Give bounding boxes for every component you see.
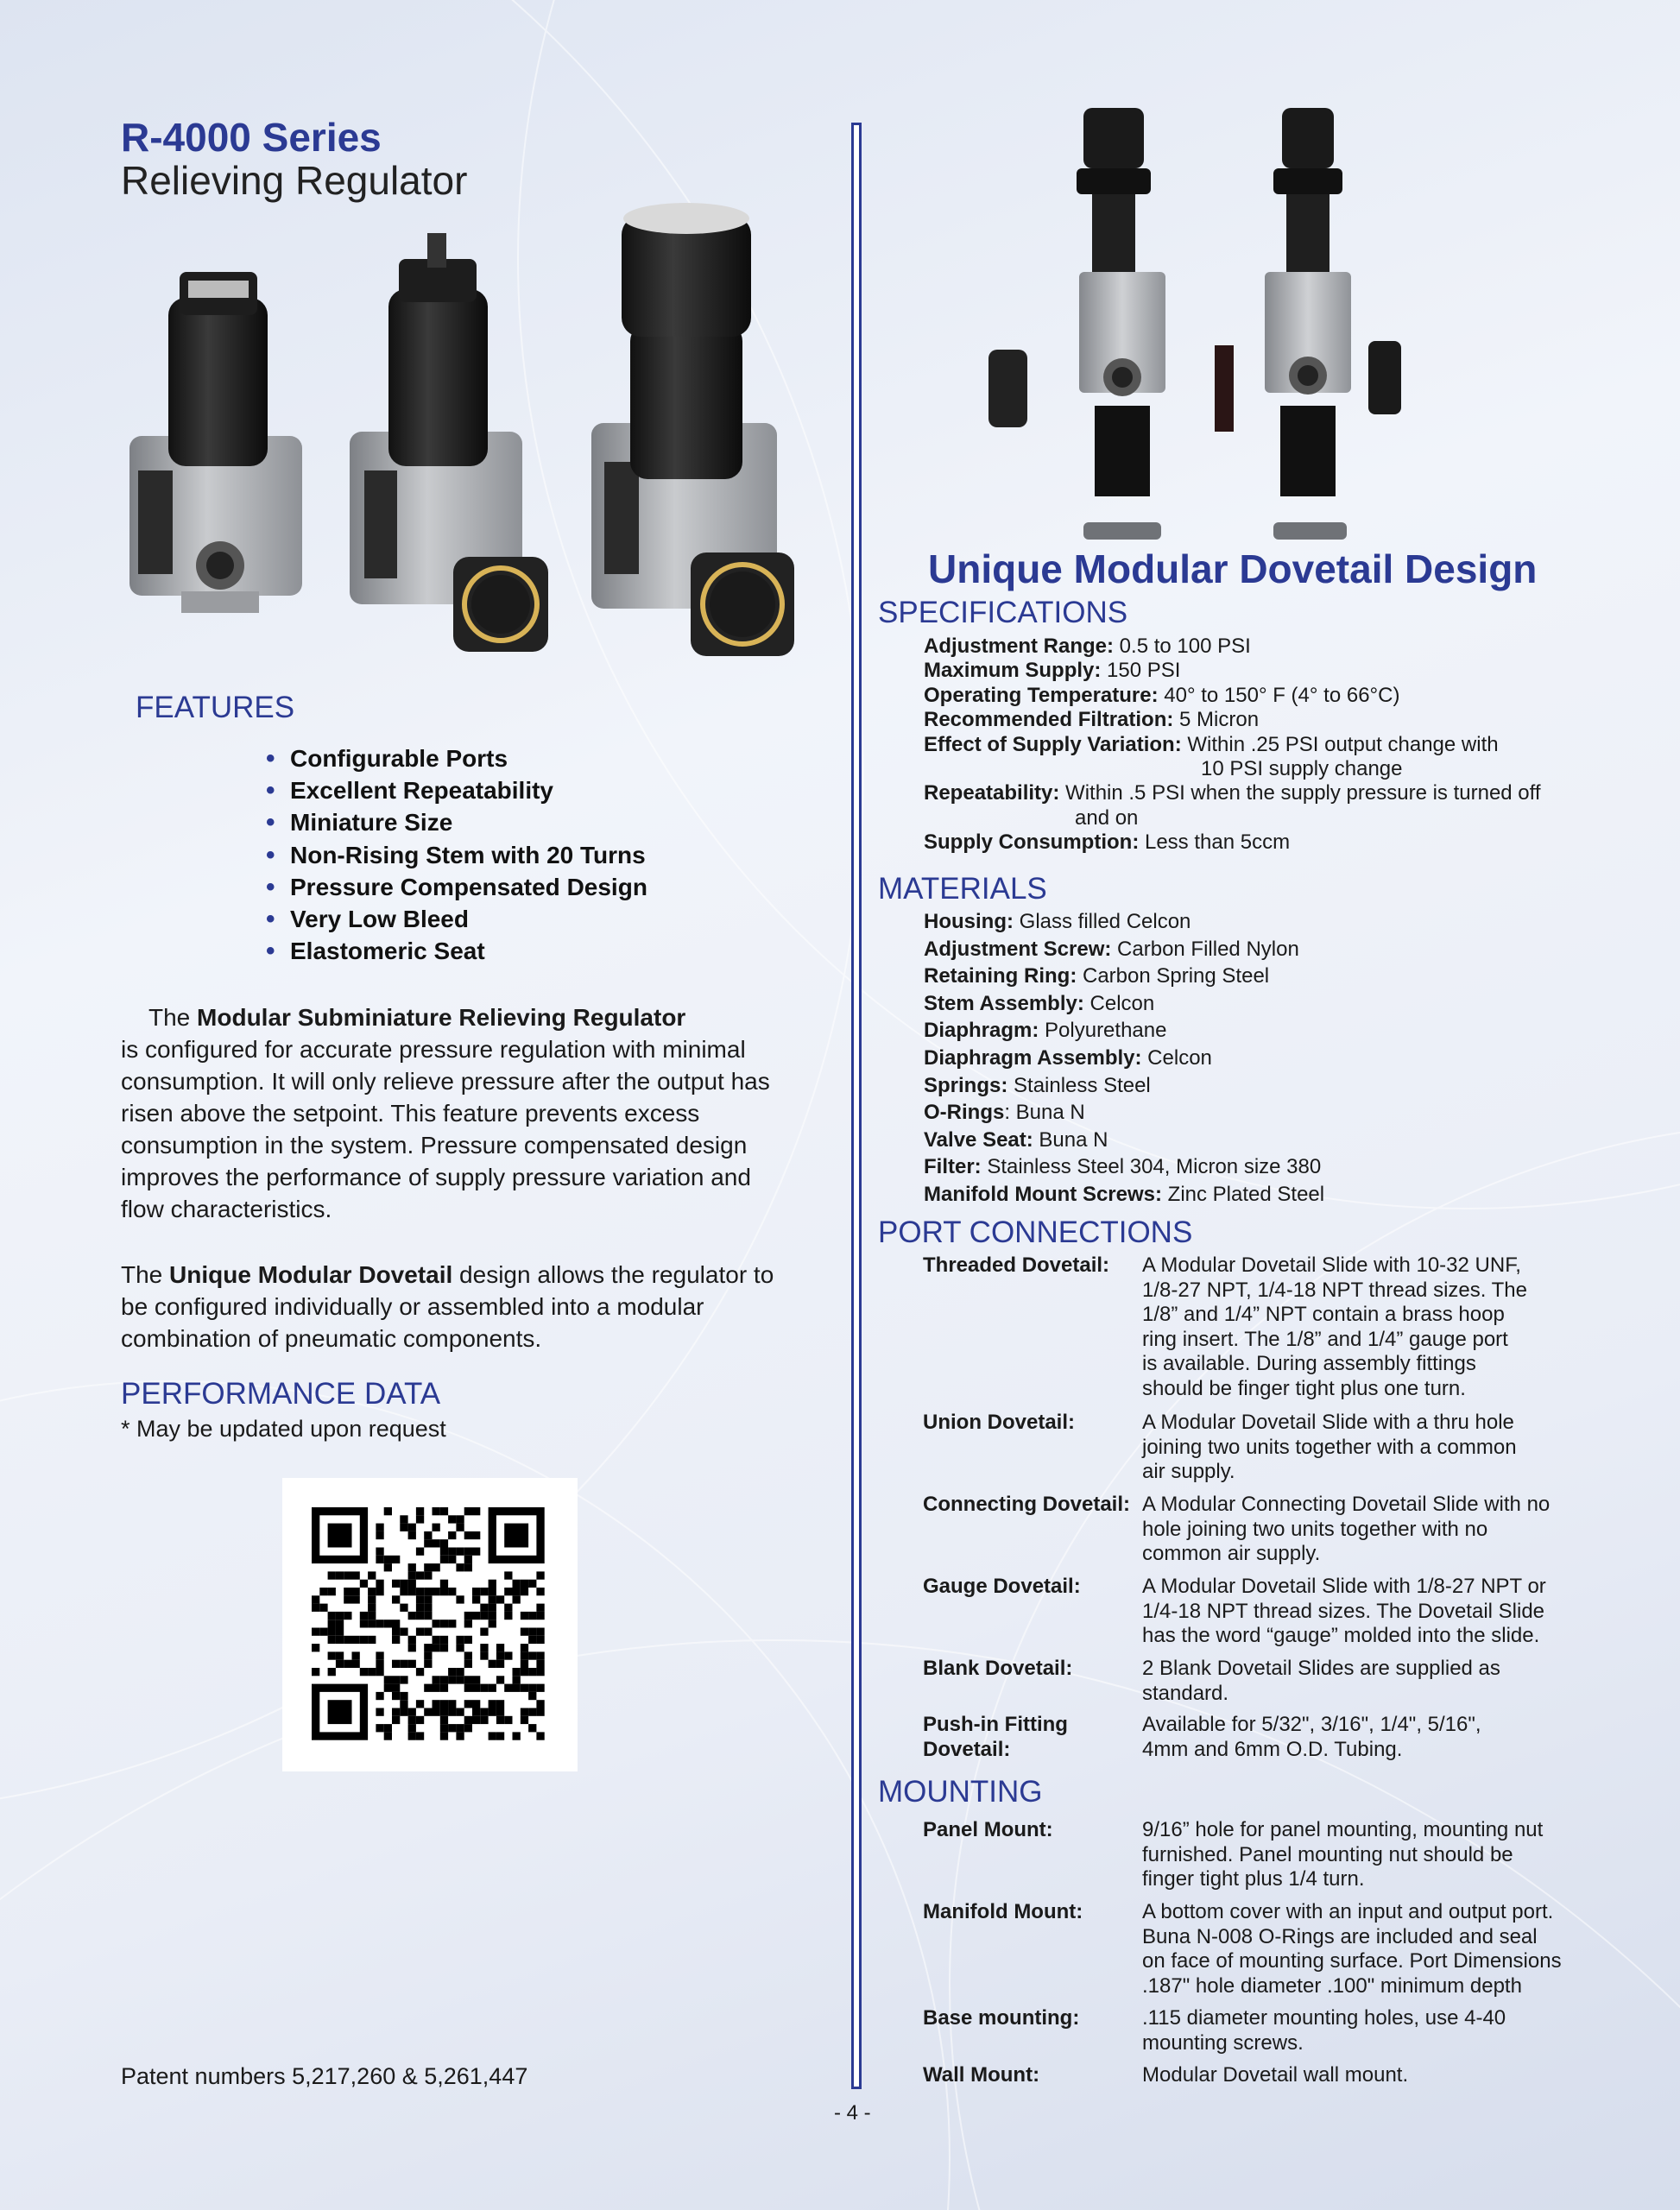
spec-row: Repeatability: Within .5 PSI when the supply pressure is turned off [924,781,1541,805]
bullet-icon: • [266,937,275,966]
port-row-label: Dovetail: [923,1737,1011,1761]
port-row-label: Blank Dovetail: [923,1657,1073,1680]
mounting-row-text: mounting screws. [1142,2030,1304,2055]
bullet-icon: • [266,744,275,773]
material-row: Retaining Ring: Carbon Spring Steel [924,964,1270,988]
port-row-text: is available. During assembly fittings [1142,1352,1476,1375]
dovetail-paragraph: The Unique Modular Dovetail design allows the regulator to be configured individually or assembled into a modular combination of pneumatic components. [121,1261,774,1352]
port-row-text: A Modular Dovetail Slide with 10-32 UNF, [1142,1253,1521,1277]
port-row-label: Union Dovetail: [923,1411,1076,1434]
features-list [266,742,647,967]
mounting-row-text: furnished. Panel mounting nut should be [1142,1842,1513,1866]
series-title: R-4000 Series [121,115,382,160]
material-row: Valve Seat: Buna N [924,1127,1108,1152]
mounting-row-label: Manifold Mount: [923,1900,1083,1923]
qr-code[interactable] [282,1478,578,1771]
port-row-text: A Modular Dovetail Slide with 1/8-27 NPT or [1142,1575,1546,1598]
mounting-row-label: Wall Mount: [923,2063,1040,2087]
port-row-text: should be finger tight plus one turn. [1142,1376,1466,1400]
specifications-heading: SPECIFICATIONS [878,596,1128,629]
materials-heading: MATERIALS [878,872,1047,906]
mounting-row-text: on face of mounting surface. Port Dimensions [1142,1949,1562,1973]
performance-heading: PERFORMANCE DATA [121,1377,441,1411]
feature-item: • Pressure Compensated Design [266,871,647,903]
port-row-label: Threaded Dovetail: [923,1253,1110,1277]
material-row: Housing: Glass filled Celcon [924,910,1191,933]
product-photo-dovetail-assembly [980,108,1420,557]
feature-item: • Excellent Repeatability [266,774,647,806]
column-divider [851,123,862,2089]
features-heading: FEATURES [136,691,295,724]
feature-item: • Elastomeric Seat [266,935,647,967]
mounting-row-text: .187" hole diameter .100" minimum depth [1142,1973,1522,1998]
feature-item: • Miniature Size [266,806,647,838]
bullet-icon: • [266,905,275,934]
qr-code-graphic [282,1478,578,1771]
spec-row: Effect of Supply Variation: Within .25 PSI output change with [924,732,1499,756]
spec-row-continuation: and on [1075,805,1139,830]
feature-item: • Configurable Ports [266,742,647,774]
mounting-row-text: A bottom cover with an input and output port. [1142,1900,1554,1923]
spec-row-continuation: 10 PSI supply change [1201,757,1403,780]
performance-note: * May be updated upon request [121,1416,446,1442]
port-row-text: air supply. [1142,1460,1235,1483]
port-row-text: A Modular Dovetail Slide with a thru hole [1142,1411,1514,1434]
port-row-text: 4mm and 6mm O.D. Tubing. [1142,1737,1403,1761]
page-number: - 4 - [834,2101,871,2125]
feature-item: • Non-Rising Stem with 20 Turns [266,839,647,871]
product-photo-regulators [121,194,812,678]
mounting-row-text: Modular Dovetail wall mount. [1142,2063,1409,2087]
port-row-label: Connecting Dovetail: [923,1493,1131,1516]
port-row-text: common air supply. [1142,1542,1321,1565]
spec-row: Adjustment Range: 0.5 to 100 PSI [924,635,1251,658]
material-row: O-Rings: Buna N [924,1101,1085,1125]
patent-numbers: Patent numbers 5,217,260 & 5,261,447 [121,2063,528,2089]
port-row-text: ring insert. The 1/8” and 1/4” gauge port [1142,1327,1508,1351]
feature-item: • Very Low Bleed [266,903,647,935]
bullet-icon: • [266,840,275,869]
mounting-row-label: Panel Mount: [923,1818,1053,1841]
material-row: Manifold Mount Screws: Zinc Plated Steel [924,1183,1325,1206]
material-row: Adjustment Screw: Carbon Filled Nylon [924,937,1299,961]
port-row-text: standard. [1142,1681,1229,1705]
spec-row: Recommended Filtration: 5 Micron [924,708,1260,732]
material-row: Filter: Stainless Steel 304, Micron size 380 [924,1155,1322,1179]
port-row-label: Push-in Fitting [923,1713,1068,1736]
mounting-row-text: finger tight plus 1/4 turn. [1142,1867,1365,1891]
mounting-row-text: Buna N-008 O-Rings are included and seal [1142,1924,1538,1948]
port-row-text: 1/8-27 NPT, 1/4-18 NPT thread sizes. The [1142,1278,1528,1302]
bullet-icon: • [266,776,275,805]
unique-design-heading: Unique Modular Dovetail Design [928,546,1538,591]
material-row: Springs: Stainless Steel [924,1073,1151,1097]
port-row-text: 1/8” and 1/4” NPT contain a brass hoop [1142,1303,1505,1326]
port-row-text: Available for 5/32", 3/16", 1/4", 5/16", [1142,1713,1481,1736]
mounting-heading: MOUNTING [878,1775,1043,1809]
port-row-text: hole joining two units together with no [1142,1517,1488,1541]
port-row-text: has the word “gauge” molded into the slide. [1142,1624,1540,1647]
port-row-text: A Modular Connecting Dovetail Slide with no [1142,1493,1551,1516]
port-row-label: Gauge Dovetail: [923,1575,1081,1598]
material-row: Diaphragm: Polyurethane [924,1019,1167,1043]
intro-paragraph: The Modular Subminiature Relieving Regulator is configured for accurate pressure regulation with minimal consumption. It will only relieve pressure after the output has risen above the setpoint. This feature prevents excess consumption in the system. Pressure compensated design improves the performance of supply pressure variation and flow characteristics. [121,1004,770,1222]
mounting-row-text: .115 diameter mounting holes, use 4-40 [1142,2006,1506,2030]
port-connections-heading: PORT CONNECTIONS [878,1216,1193,1249]
product-subtitle: Relieving Regulator [121,158,468,203]
material-row: Stem Assembly: Celcon [924,991,1155,1015]
spec-row: Maximum Supply: 150 PSI [924,659,1181,683]
material-row: Diaphragm Assembly: Celcon [924,1046,1212,1070]
spec-row: Supply Consumption: Less than 5ccm [924,830,1291,855]
port-row-text: joining two units together with a common [1142,1435,1517,1459]
port-row-text: 1/4-18 NPT thread sizes. The Dovetail Slide [1142,1599,1545,1623]
spec-row: Operating Temperature: 40° to 150° F (4° to 66°C) [924,683,1400,707]
mounting-row-label: Base mounting: [923,2006,1080,2030]
bullet-icon: • [266,872,275,901]
bullet-icon: • [266,808,275,837]
port-row-text: 2 Blank Dovetail Slides are supplied as [1142,1657,1500,1680]
mounting-row-text: 9/16” hole for panel mounting, mounting nut [1142,1818,1544,1841]
